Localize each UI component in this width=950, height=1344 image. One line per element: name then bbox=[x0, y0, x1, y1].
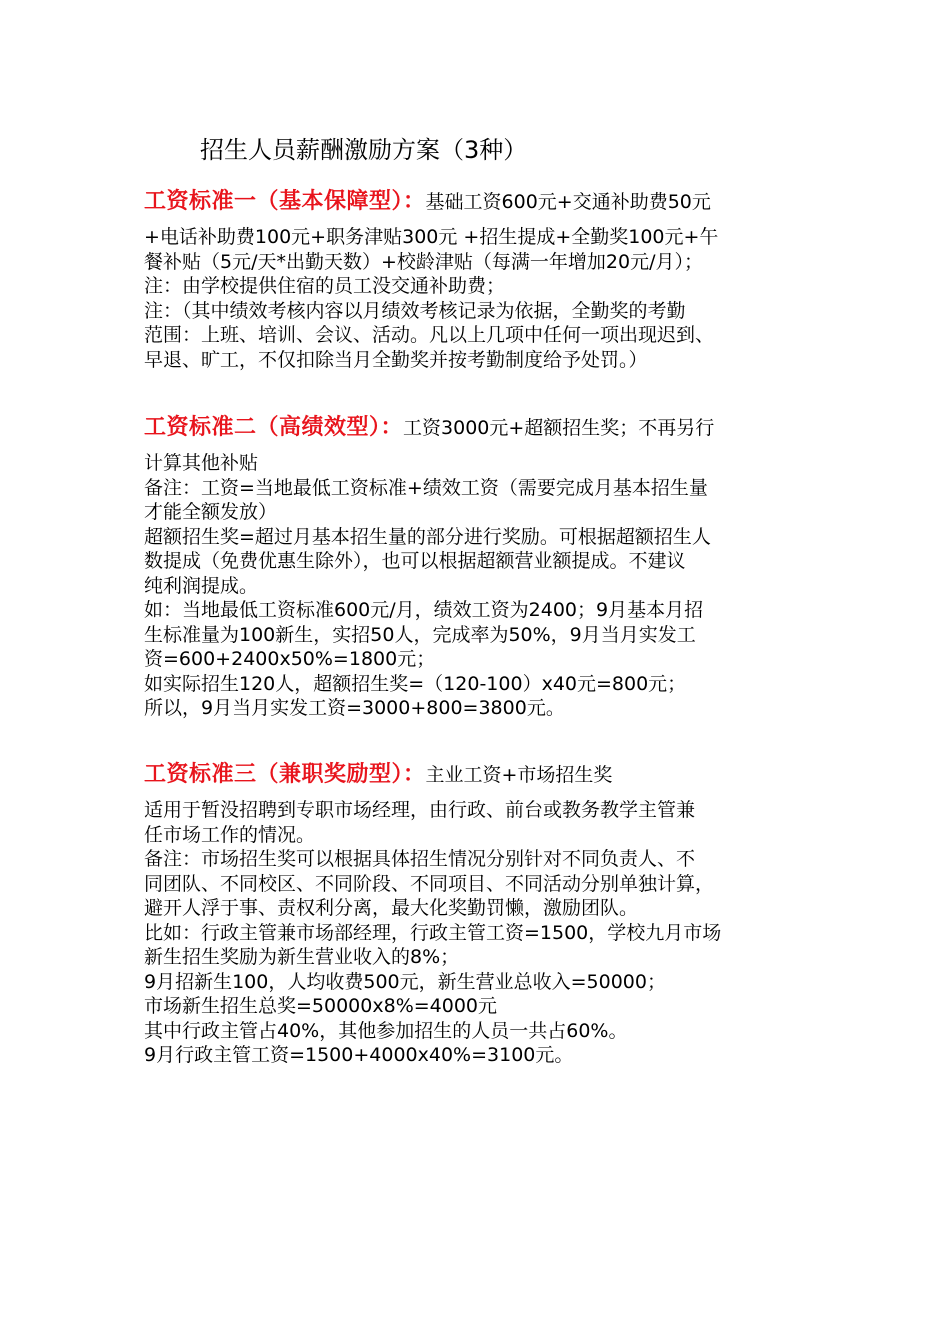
text-line: 同团队、不同校区、不同阶段、不同项目、不同活动分别单独计算， bbox=[144, 872, 715, 895]
section-heading-text: 主业工资+市场招生奖 bbox=[425, 764, 613, 786]
section-heading bbox=[144, 756, 816, 792]
document-title: 招生人员薪酬激励方案（3种） bbox=[200, 136, 528, 164]
text-line: 资=600+2400x50%=1800元； bbox=[144, 648, 436, 670]
text-line: 如实际招生120人，超额招生奖=（120-100）x40元=800元； bbox=[144, 672, 687, 695]
section-heading-label: 工资标准一（基本保障型）： bbox=[144, 189, 426, 214]
text-line: 超额招生奖=超过月基本招生量的部分进行奖励。可根据超额招生人 bbox=[144, 525, 711, 548]
text-line: 注：（其中绩效考核内容以月绩效考核记录为依据，全勤奖的考勤 bbox=[144, 299, 686, 322]
section-heading-text: 工资3000元+超额招生奖；不再另行 bbox=[403, 417, 715, 439]
section-body bbox=[144, 225, 816, 372]
salary-standard-1-section bbox=[144, 183, 816, 372]
text-line: 生标准量为100新生，实招50人，完成率为50%，9月当月实发工 bbox=[144, 623, 696, 646]
salary-standard-3-section bbox=[144, 756, 816, 1068]
text-line: 9月招新生100，人均收费500元，新生营业总收入=50000； bbox=[144, 970, 666, 993]
section-heading bbox=[144, 183, 816, 219]
salary-standard-2-section bbox=[144, 409, 816, 721]
text-line: 任市场工作的情况。 bbox=[144, 823, 316, 846]
text-line: 备注：工资=当地最低工资标准+绩效工资（需要完成月基本招生量 bbox=[144, 476, 708, 499]
text-line: 早退、旷工，不仅扣除当月全勤奖并按考勤制度给予处罚。） bbox=[144, 348, 648, 371]
section-heading-label: 工资标准三（兼职奖励型）： bbox=[144, 762, 426, 787]
text-line: 范围：上班、培训、会议、活动。凡以上几项中任何一项出现迟到、 bbox=[144, 324, 715, 346]
text-line: 新生招生奖励为新生营业收入的8%； bbox=[144, 946, 460, 968]
section-body bbox=[144, 798, 816, 1068]
text-line: 备注：市场招生奖可以根据具体招生情况分别针对不同负责人、不 bbox=[144, 848, 696, 870]
text-line: 数提成（免费优惠生除外），也可以根据超额营业额提成。不建议 bbox=[144, 550, 686, 572]
text-line: 适用于暂没招聘到专职市场经理，由行政、前台或教务教学主管兼 bbox=[144, 799, 696, 821]
text-line: 如：当地最低工资标准600元/月，绩效工资为2400；9月基本月招 bbox=[144, 599, 704, 621]
text-line: 餐补贴（5元/天*出勤天数）+校龄津贴（每满一年增加20元/月）； bbox=[144, 250, 703, 273]
text-line: 市场新生招生总奖=50000x8%=4000元 bbox=[144, 995, 498, 1017]
text-line: 才能全额发放） bbox=[144, 501, 278, 523]
section-heading bbox=[144, 409, 816, 445]
text-line: 计算其他补贴 bbox=[144, 452, 259, 474]
text-line: 所以，9月当月实发工资=3000+800=3800元。 bbox=[144, 697, 565, 719]
text-line: 其中行政主管占40%，其他参加招生的人员一共占60%。 bbox=[144, 1019, 628, 1042]
section-heading-label: 工资标准二（高绩效型）： bbox=[144, 415, 404, 440]
text-line: +电话补助费100元+职务津贴300元 +招生提成+全勤奖100元+午 bbox=[144, 226, 719, 248]
section-body bbox=[144, 451, 816, 721]
text-line: 避开人浮于事、责权利分离，最大化奖勤罚懒，激励团队。 bbox=[144, 897, 639, 919]
text-line: 比如：行政主管兼市场部经理，行政主管工资=1500，学校九月市场 bbox=[144, 921, 722, 944]
text-line: 注：由学校提供住宿的员工没交通补助费； bbox=[144, 275, 506, 297]
section-heading-text: 基础工资600元+交通补助费50元 bbox=[425, 191, 711, 213]
text-line: 纯利润提成。 bbox=[144, 574, 259, 597]
text-line: 9月行政主管工资=1500+4000x40%=3100元。 bbox=[144, 1044, 574, 1066]
